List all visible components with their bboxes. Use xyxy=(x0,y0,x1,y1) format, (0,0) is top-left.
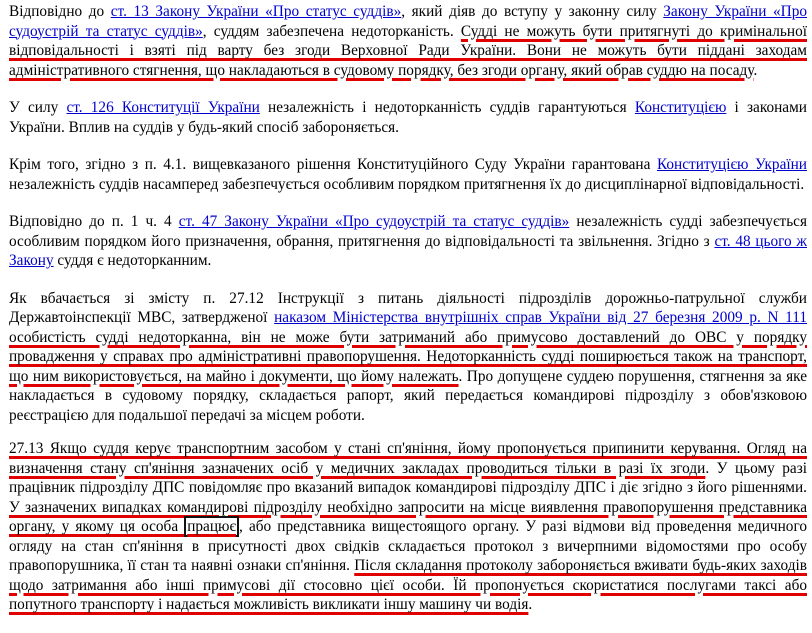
link-constitution-of-ukraine[interactable]: Конституцією України xyxy=(656,156,807,173)
link-constitution[interactable]: Конституцією xyxy=(634,99,727,116)
paragraph-4 xyxy=(9,212,807,271)
text: Відповідно до п. 1 ч. 4 xyxy=(9,213,179,230)
text: і законами України. Вплив на суддів у будь-який спосіб забороняється. xyxy=(9,99,807,136)
highlighted-text: особистість судді недоторканна, він не може бути затриманий або примусово доставлений до ОВС у порядку провадження у справах про адміністративні правопорушення. Недоторканність судді поширюється також на транспорт, що ним використовується, на майно і документи, що йому належать xyxy=(9,328,807,385)
text: незалежність суддів насамперед забезпечується особливим порядком притягнення їх до дисциплінарної відповідальності. xyxy=(9,175,805,193)
link-article-126-constitution[interactable]: ст. 126 Конституції України xyxy=(66,99,260,116)
link-law-judiciary-status[interactable]: Закону України «Про судоустрій та статус суддів» xyxy=(9,3,807,40)
text: Як вбачається зі змісту п. 27.12 Інструкції з питань діяльності підрозділів дорожньо-патрульної служби Державтоінспекції МВС, затвердженої xyxy=(9,289,807,326)
text: Крім того, згідно з п. 4.1. вищевказаного рішення Конституційного Суду України гарантована xyxy=(9,156,657,173)
text: . У цьому разі працівник підрозділу ДПС повідомляє про вказаний випадок командирові підрозділу ДПС і діє згідно з його рішеннями. xyxy=(9,459,807,496)
text: Відповідно до xyxy=(9,3,111,20)
text: . xyxy=(528,596,533,613)
document-body xyxy=(9,2,807,633)
paragraph-3 xyxy=(9,155,807,194)
text: У силу xyxy=(9,99,67,116)
text: незалежність і недоторканність суддів гарантуються xyxy=(259,99,635,116)
link-article-48-law[interactable]: ст. 48 цього ж Закону xyxy=(9,232,807,269)
text: . Про допущене суддею порушення, стягнення за яке накладається в судовому порядку, складається рапорт, який передається командирові підрозділу з обов'язковою реєстрацією для подальшої передачі за місцем роботи. xyxy=(9,367,807,424)
text: , який діяв до вступу у законну силу xyxy=(401,3,664,20)
paragraph-6 xyxy=(9,439,807,615)
link-article-13-law-status-judges[interactable]: ст. 13 Закону України «Про статус суддів» xyxy=(110,3,402,20)
text: , або представника вищестоящого органу. У разі відмови від проведення медичного огляду на стан сп'яніння в присутності двох свідків складається протокол з вичерпними відомостями про особу правопорушника, її стан та наявні ознаки сп'яніння. xyxy=(9,518,807,574)
paragraph-2 xyxy=(9,98,807,137)
text: суддя є недоторканним. xyxy=(53,252,212,269)
text: незалежність судді забезпечується особливим порядком його призначення, обрання, притягнення до відповідальності та звільнення. Згідно з xyxy=(9,213,807,250)
highlighted-text: Після складання протоколу забороняється вживати будь-яких заходів щодо затримання або інші примусові дії стосовно цієї особи. Їй пропонується скористатися послугами таксі або попутного транспорту і надається можливість викликати іншу машину чи водія xyxy=(9,557,807,613)
text: , суддям забезпечена недоторканість. xyxy=(202,22,461,40)
highlighted-text: 27.13 Якщо суддя керує транспортним засобом у стані сп'яніння, йому пропонується припинити керування. Огляд на визначення стану сп'яніння зазначених осіб у медичних закладах проводиться тільки в разі їх згоди xyxy=(9,440,807,477)
text: . xyxy=(753,61,758,79)
highlighted-text: У зазначених випадках командирові підрозділу необхідно запросити на місце виявлення правопорушення представника органу, у якому ця особа xyxy=(9,498,807,535)
boxed-word: працює xyxy=(184,516,239,537)
link-article-47-law[interactable]: ст. 47 Закону України «Про судоустрій та статус суддів» xyxy=(178,213,570,230)
paragraph-1 xyxy=(9,2,807,80)
link-mvs-order-111[interactable]: наказом Міністерства внутрішніх справ України від 27 березня 2009 р. N 111 xyxy=(274,309,807,326)
highlighted-text: Судді не можуть бути притягнуті до кримінальної відповідальності і взяті під варту без згоди Верховної Ради України. Вони не можуть бути піддані заходам адміністративного стягнення, що накладаються в судовому порядку, без згоди органу, який обрав суддю на посаду xyxy=(9,22,807,79)
paragraph-5 xyxy=(9,289,807,426)
